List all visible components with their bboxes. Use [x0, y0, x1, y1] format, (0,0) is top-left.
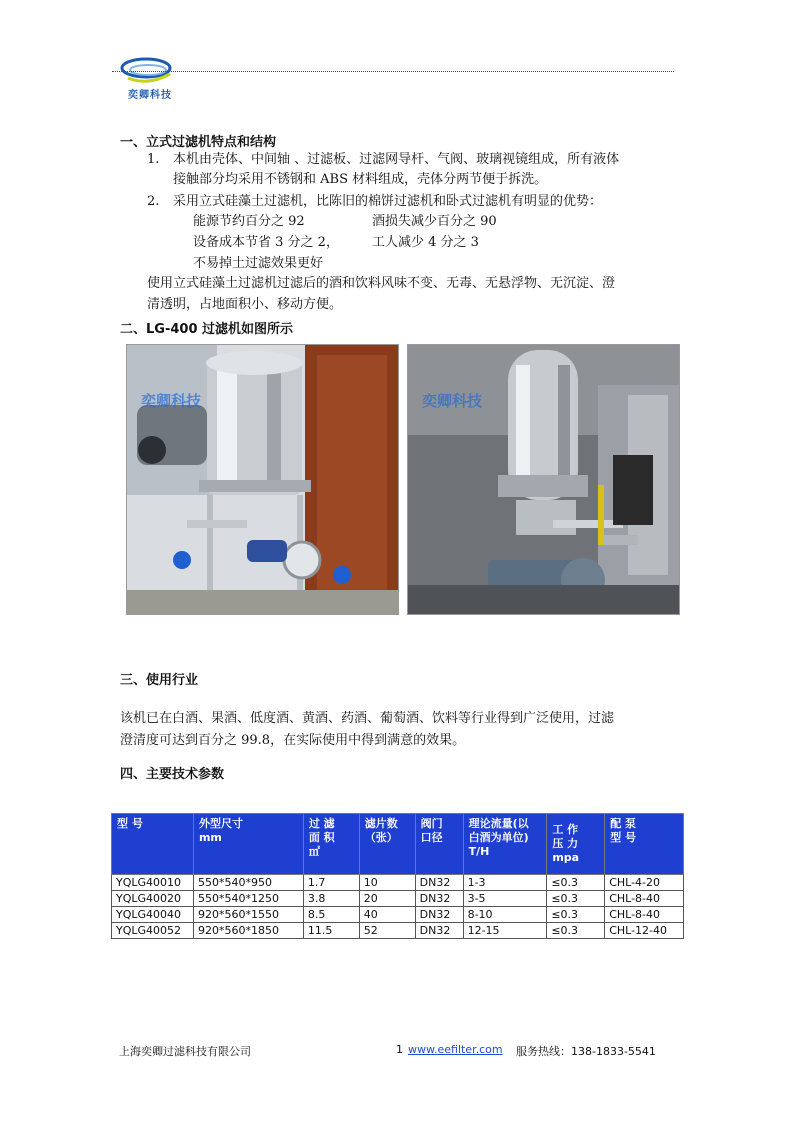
- table-cell: 3.8: [303, 891, 359, 907]
- table-cell: ≤0.3: [547, 907, 605, 923]
- footer-page-number: 1: [396, 1043, 403, 1056]
- table-cell: 11.5: [303, 923, 359, 939]
- table-cell: CHL-4-20: [605, 875, 684, 891]
- summary-line2: 清透明，占地面积小、移动方便。: [147, 297, 343, 312]
- table-cell: 10: [359, 875, 415, 891]
- advantage-cost: 设备成本节省 3 分之 2，: [193, 235, 339, 250]
- item2-line1: 采用立式硅藻土过滤机，比陈旧的棉饼过滤机和卧式过滤机有明显的优势：: [173, 194, 603, 209]
- table-cell: YQLG40020: [112, 891, 194, 907]
- header-rule: [112, 71, 674, 72]
- table-cell: 40: [359, 907, 415, 923]
- table-cell: 8-10: [463, 907, 547, 923]
- table-cell: CHL-8-40: [605, 891, 684, 907]
- table-cell: 52: [359, 923, 415, 939]
- section3-heading: 三、使用行业: [120, 673, 199, 688]
- section1-heading: 一、立式过滤机特点和结构: [120, 135, 277, 150]
- col-header-pump: 配 泵 型 号: [605, 814, 684, 875]
- photo-watermark-right: 奕卿科技: [422, 392, 483, 410]
- table-cell: YQLG40052: [112, 923, 194, 939]
- table-cell: YQLG40010: [112, 875, 194, 891]
- col-header-flow: 理论流量(以 白酒为单位) T/H: [463, 814, 547, 875]
- table-cell: ≤0.3: [547, 891, 605, 907]
- table-row: [112, 891, 684, 907]
- table-cell: ≤0.3: [547, 923, 605, 939]
- advantage-loss: 酒损失减少百分之 90: [372, 214, 497, 229]
- table-cell: YQLG40040: [112, 907, 194, 923]
- spec-table: [111, 813, 684, 939]
- col-header-model: 型 号: [112, 814, 194, 875]
- footer-company: 上海奕卿过滤科技有限公司: [119, 1045, 251, 1058]
- col-header-sheet-count: 滤片数 （张）: [359, 814, 415, 875]
- table-cell: 550*540*950: [193, 875, 303, 891]
- table-cell: CHL-8-40: [605, 907, 684, 923]
- logo-text: 奕卿科技: [128, 90, 172, 101]
- col-header-pressure: 工 作 压 力 mpa: [547, 814, 605, 875]
- table-cell: DN32: [415, 923, 463, 939]
- table-cell: DN32: [415, 875, 463, 891]
- section2-heading: 二、LG-400 过滤机如图所示: [120, 322, 294, 337]
- section4-heading: 四、主要技术参数: [120, 767, 225, 782]
- table-cell: 1.7: [303, 875, 359, 891]
- col-header-valve: 阀门 口径: [415, 814, 463, 875]
- advantage-energy: 能源节约百分之 92: [193, 214, 305, 229]
- filter-photo-right: [407, 344, 680, 615]
- table-cell: DN32: [415, 907, 463, 923]
- table-cell: 8.5: [303, 907, 359, 923]
- table-cell: 920*560*1550: [193, 907, 303, 923]
- table-cell: 550*540*1250: [193, 891, 303, 907]
- table-cell: 1-3: [463, 875, 547, 891]
- advantage-quality: 不易掉土过滤效果更好: [193, 256, 324, 271]
- item1-line2: 接触部分均采用不锈钢和 ABS 材料组成，壳体分两节便于拆洗。: [173, 172, 548, 187]
- filter-photo-left: [126, 344, 399, 615]
- industry-line2: 澄清度可达到百分之 99.8，在实际使用中得到满意的效果。: [120, 733, 466, 748]
- table-row: [112, 923, 684, 939]
- table-cell: 20: [359, 891, 415, 907]
- table-cell: 12-15: [463, 923, 547, 939]
- table-cell: DN32: [415, 891, 463, 907]
- item2-number: 2.: [147, 194, 160, 209]
- footer-hotline: 服务热线：138-1833-5541: [516, 1045, 656, 1058]
- advantage-labor: 工人减少 4 分之 3: [372, 235, 479, 250]
- table-row: [112, 875, 684, 891]
- table-cell: 920*560*1850: [193, 923, 303, 939]
- footer-website-link[interactable]: www.eefilter.com: [408, 1043, 503, 1056]
- col-header-dimensions: 外型尺寸 mm: [193, 814, 303, 875]
- table-row: [112, 907, 684, 923]
- item1-line1: 本机由壳体、中间轴 、过滤板、过滤网导杆、气阀、玻璃视镜组成，所有液体: [173, 152, 620, 167]
- industry-line1: 该机已在白酒、果酒、低度酒、黄酒、药酒、葡萄酒、饮料等行业得到广泛使用，过滤: [120, 711, 615, 726]
- item1-number: 1.: [147, 152, 160, 167]
- table-cell: CHL-12-40: [605, 923, 684, 939]
- table-cell: 3-5: [463, 891, 547, 907]
- table-cell: ≤0.3: [547, 875, 605, 891]
- photo-watermark-left: 奕卿科技: [141, 392, 202, 410]
- spec-table-header: [112, 814, 684, 875]
- col-header-filter-area: 过 滤 面 积 ㎡: [303, 814, 359, 875]
- summary-line1: 使用立式硅藻土过滤机过滤后的酒和饮料风味不变、无毒、无悬浮物、无沉淀、澄: [147, 276, 616, 291]
